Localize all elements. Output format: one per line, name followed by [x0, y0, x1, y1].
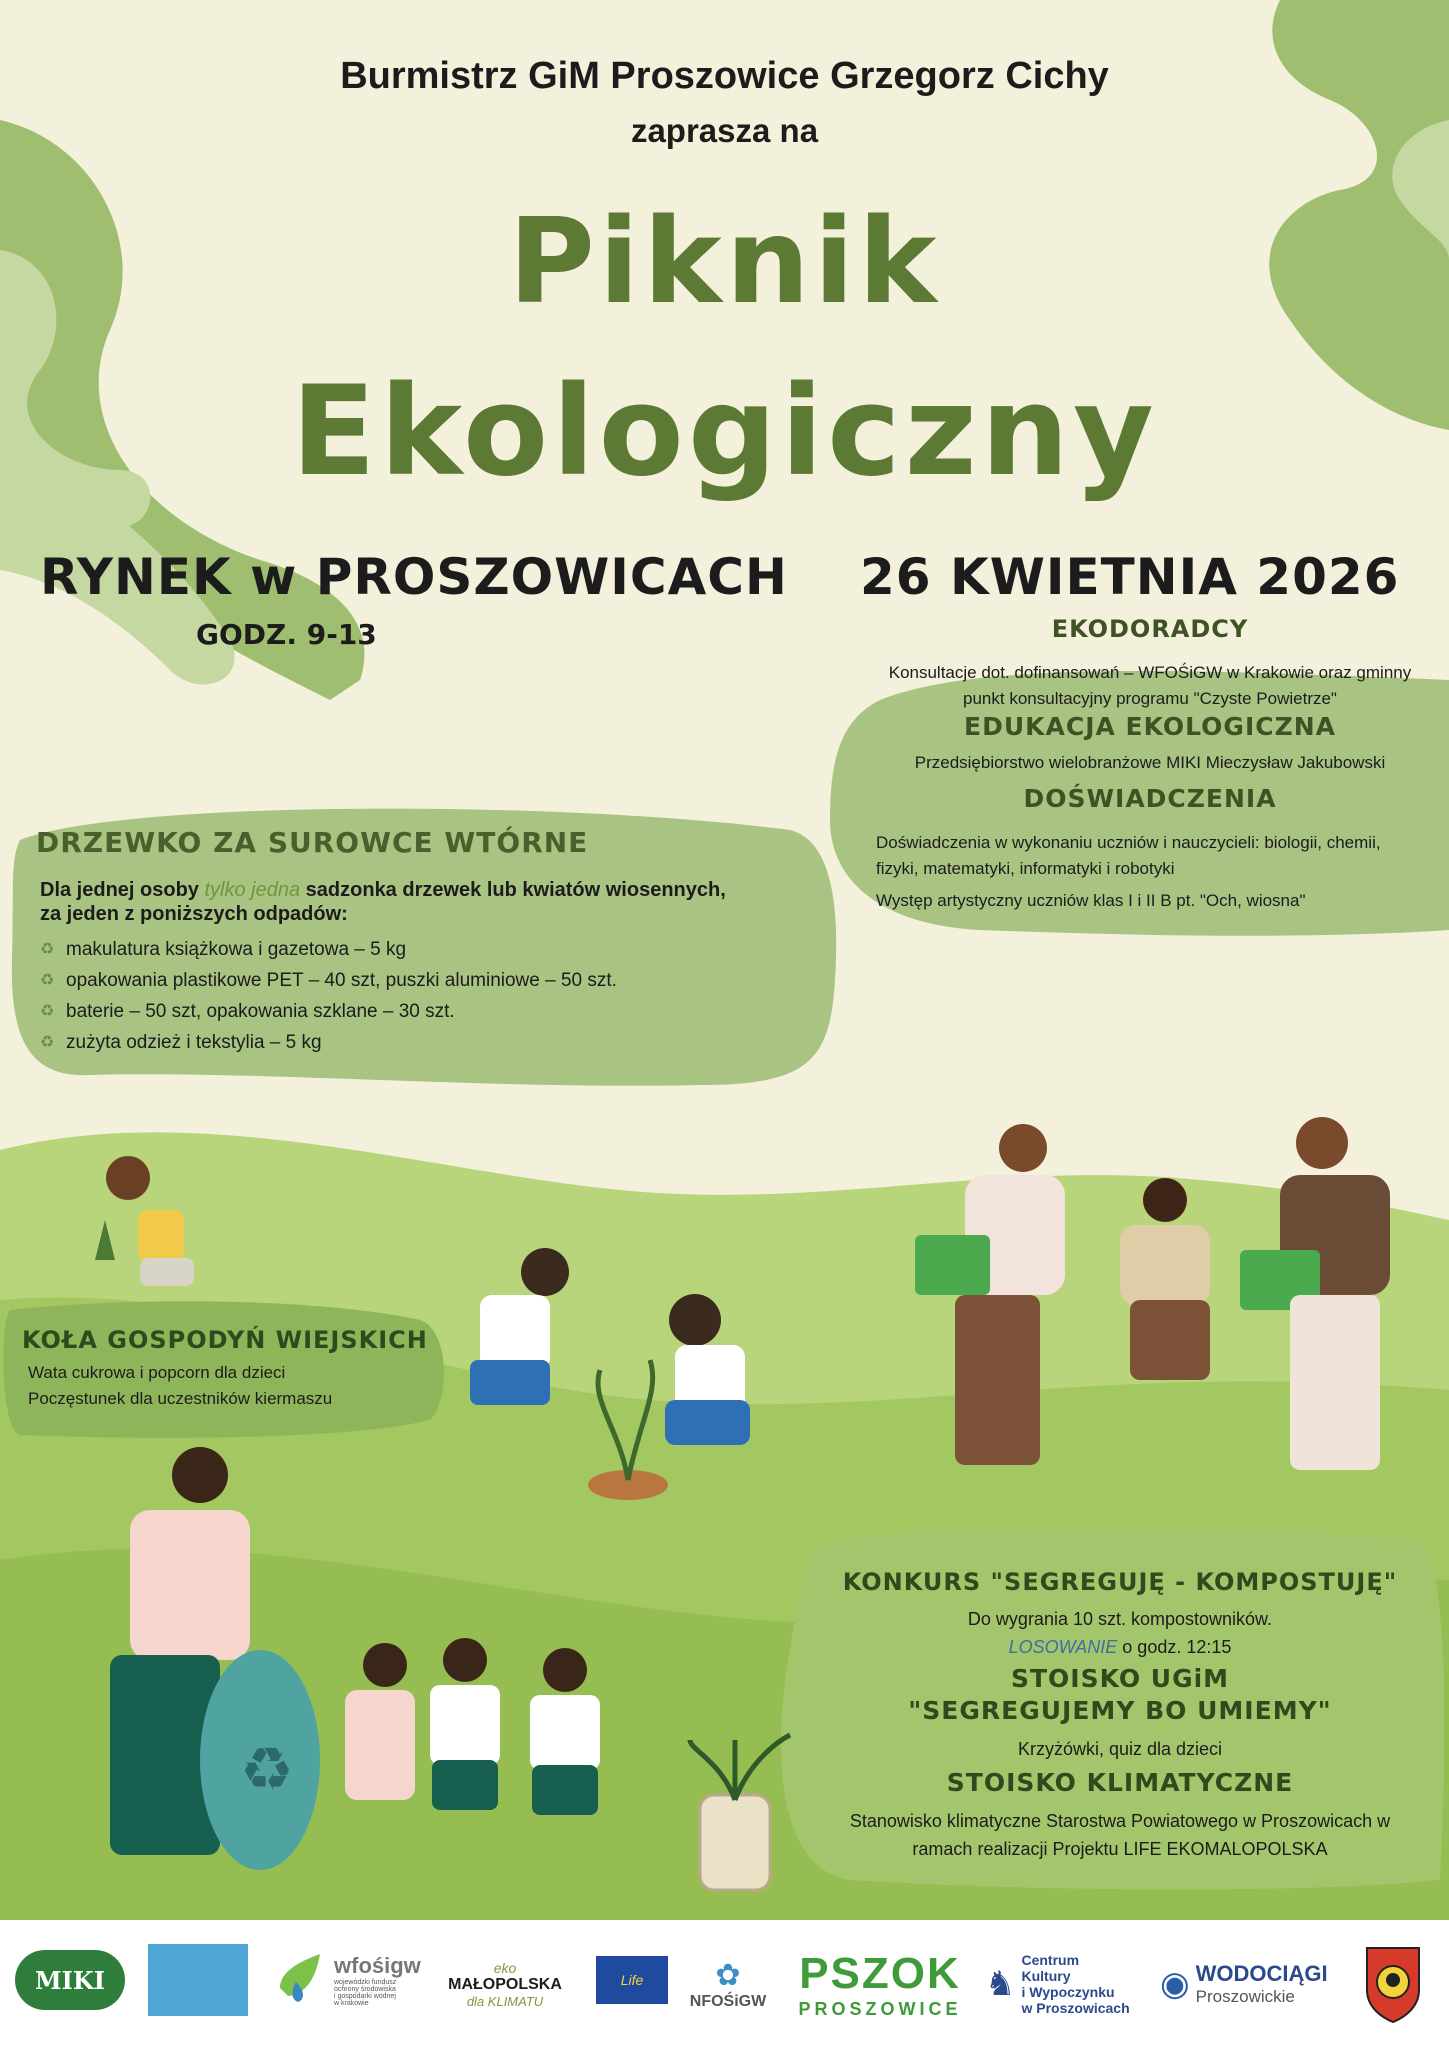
stoisko-klimatyczne-line2: ramach realizacji Projektu LIFE EKOMALOPOLSKA	[912, 1839, 1328, 1859]
losowanie-highlight: LOSOWANIE	[1008, 1637, 1118, 1657]
nfosigw-text: NFOŚiGW	[689, 1992, 767, 2010]
edukacja-heading: EDUKACJA EKOLOGICZNA	[964, 712, 1336, 741]
list-item-text: opakowania plastikowe PET – 40 szt, puszki aluminiowe – 50 szt.	[66, 970, 617, 991]
stoisko-ugim-text: Krzyżówki, quiz dla dzieci	[1017, 1739, 1223, 1759]
konkurs-losowanie	[800, 1634, 1440, 1660]
kola-heading: KOŁA GOSPODYŃ WIEJSKICH	[22, 1326, 428, 1354]
list-item	[40, 965, 820, 996]
pszok-logo	[790, 1940, 970, 2028]
konkurs-heading: KONKURS "SEGREGUJĘ - KOMPOSTUJĘ"	[842, 1568, 1398, 1596]
kola-line1: Wata cukrowa i popcorn dla dzieci	[28, 1363, 286, 1382]
ckiw-line4: w Proszowicach	[1021, 2000, 1130, 2016]
drzewko-intro	[40, 878, 820, 926]
sponsor-logos-strip	[0, 1920, 1449, 2048]
event-date: 26 KWIETNIA 2026	[860, 548, 1400, 606]
ekodoradcy-line1: Konsultacje dot. dofinansowań – WFOŚiGW w Krakowie oraz gminny	[888, 663, 1412, 682]
konkurs-line1: Do wygrania 10 szt. kompostowników.	[967, 1609, 1273, 1629]
stoisko-ugim-heading1: STOISKO UGiM	[1010, 1664, 1230, 1693]
malopolska-logo	[440, 1944, 570, 2024]
wfosigw-sub2: ochrony środowiska	[334, 1986, 396, 1993]
county-logo-icon	[148, 1944, 248, 2016]
malopolska-sub: dla KLIMATU	[466, 1993, 544, 2009]
pszok-sub: PROSZOWICE	[798, 1998, 962, 2019]
wodociagi-text: WODOCIĄGI	[1195, 1961, 1328, 1986]
doswiadczenia-heading: DOŚWIADCZENIA	[1023, 784, 1277, 813]
kola-line2: Poczęstunek dla uczestników kiermaszu	[28, 1389, 333, 1408]
ckiw-line3: i Wypoczynku	[1021, 1984, 1115, 2000]
recycle-icon: ♻	[40, 941, 55, 958]
drzewko-heading: DRZEWKO ZA SUROWCE WTÓRNE	[36, 826, 589, 859]
eu-life-logo	[596, 1956, 668, 2004]
stoisko-klimatyczne-heading: STOISKO KLIMATYCZNE	[946, 1768, 1294, 1797]
list-item-text: zużyta odzież i tekstylia – 5 kg	[66, 1032, 322, 1053]
doswiadczenia-line1: Doświadczenia w wykonaniu uczniów i nauczycieli: biologii, chemii,	[876, 833, 1381, 852]
drzewko-intro-end: sadzonka drzewek lub kwiatów wiosennych,	[300, 879, 726, 901]
drzewko-intro-highlight: tylko jedna	[204, 879, 301, 901]
malopolska-top: eko	[493, 1959, 517, 1976]
ckiw-line1: Centrum	[1021, 1952, 1080, 1968]
recycle-icon: ♻	[40, 1034, 55, 1051]
event-hours: GODZ. 9-13	[196, 618, 377, 651]
svg-text:♻: ♻	[240, 1735, 294, 1805]
ekodoradcy-line2: punkt konsultacyjny programu "Czyste Powietrze"	[963, 689, 1337, 708]
wfosigw-logo-text: wfośigw	[334, 1953, 421, 1978]
miki-logo-text: MIKI	[35, 1965, 105, 1995]
wfosigw-sub1: wojewódzki fundusz	[334, 1979, 397, 1986]
wodociagi-icon: ◉	[1160, 1965, 1190, 2003]
proszowice-coat-of-arms-icon	[1360, 1942, 1426, 2026]
header-line-invites: zaprasza na	[630, 112, 819, 149]
theater-mask-icon: ♞	[985, 1965, 1016, 2003]
list-item	[40, 996, 820, 1027]
ckiw-logo	[985, 1942, 1160, 2026]
edukacja-text: Przedsiębiorstwo wielobranżowe MIKI Mieczysław Jakubowski	[914, 753, 1386, 772]
drzewko-intro-line2: za jeden z poniższych odpadów:	[40, 903, 348, 925]
header-line-organizer: Burmistrz GiM Proszowice Grzegorz Cichy	[340, 55, 1109, 97]
stoisko-ugim-heading2: "SEGREGUJEMY BO UMIEMY"	[908, 1696, 1332, 1725]
ckiw-text-block	[1021, 1952, 1129, 2016]
ckiw-line2: Kultury	[1021, 1968, 1071, 1984]
wodociagi-text-block	[1196, 1961, 1328, 2007]
list-item-text: baterie – 50 szt, opakowania szklane – 30 szt.	[66, 1001, 455, 1022]
miki-logo	[15, 1950, 125, 2010]
list-item	[40, 1027, 820, 1058]
recycle-icon: ♻	[40, 1003, 55, 1020]
drzewko-intro-start: Dla jednej osoby	[40, 879, 205, 901]
recycle-icon: ♻	[40, 972, 55, 989]
wodociagi-sub: Proszowickie	[1195, 1987, 1295, 2006]
doswiadczenia-line3: Występ artystyczny uczniów klas I i II B pt. "Och, wiosna"	[876, 891, 1306, 910]
malopolska-text: MAŁOPOLSKA	[448, 1975, 562, 1993]
doswiadczenia-line2: fizyki, matematyki, informatyki i robotyki	[876, 859, 1175, 878]
pszok-text: PSZOK	[799, 1948, 961, 1998]
ekodoradcy-heading: EKODORADCY	[1051, 615, 1249, 643]
waste-list	[40, 934, 820, 1058]
stoisko-klimatyczne-line1: Stanowisko klimatyczne Starostwa Powiatowego w Proszowicach w	[849, 1811, 1391, 1831]
event-title-line1: Piknik	[508, 192, 941, 330]
wfosigw-sub4: w krakowie	[334, 2000, 369, 2007]
nfosigw-logo	[678, 1946, 778, 2022]
event-place: RYNEK w PROSZOWICACH	[40, 548, 788, 606]
event-title-line2: Ekologiczny	[291, 360, 1158, 504]
water-drop-icon	[270, 1948, 326, 2008]
nfosigw-icon: ✿	[715, 1958, 741, 1992]
losowanie-time: o godz. 12:15	[1117, 1637, 1232, 1657]
wodociagi-logo	[1160, 1946, 1360, 2022]
wfosigw-sub3: i gospodarki wodnej	[334, 1993, 396, 2000]
life-text: Life	[620, 1972, 644, 1988]
list-item-text: makulatura książkowa i gazetowa – 5 kg	[66, 939, 407, 960]
list-item	[40, 934, 820, 965]
